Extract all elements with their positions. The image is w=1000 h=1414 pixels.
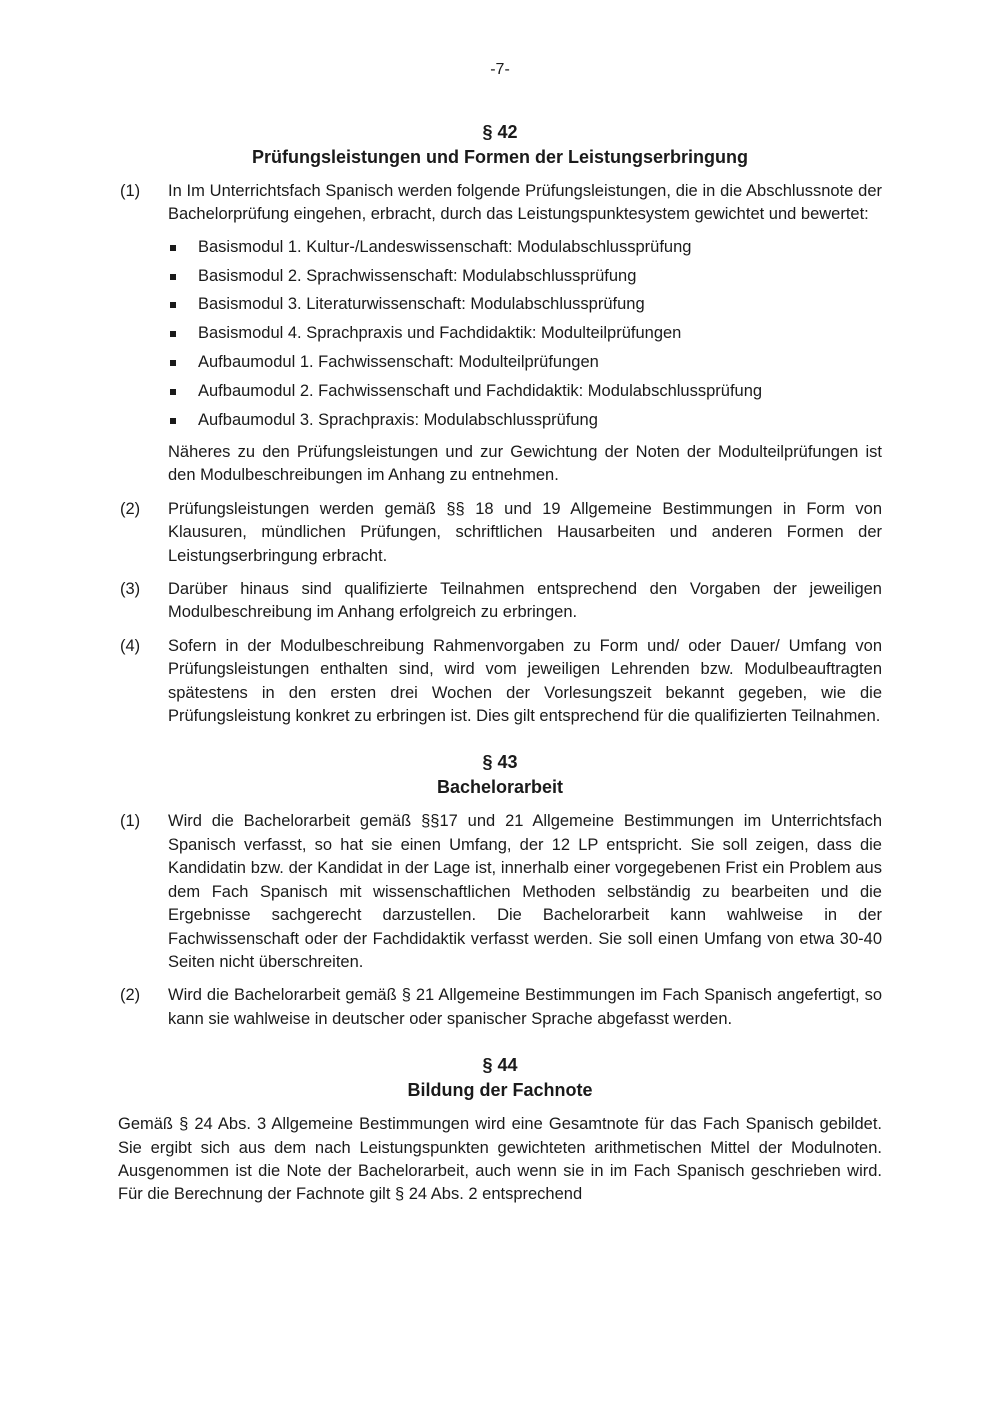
paragraph-43-2 <box>118 984 882 1031</box>
list-item-text: Aufbaumodul 2. Fachwissenschaft und Fachdidaktik: Modulabschlussprüfung <box>198 381 763 400</box>
page-number: -7- <box>490 61 510 78</box>
list-item-text: Basismodul 2. Sprachwissenschaft: Modulabschlussprüfung <box>198 266 637 285</box>
section-heading-42 <box>118 120 882 170</box>
paragraph-number: (4) <box>120 636 141 655</box>
paragraph-number: (2) <box>120 986 141 1005</box>
section-number: § 43 <box>482 752 518 773</box>
paragraph-text: Prüfungsleistungen werden gemäß §§ 18 und 19 Allgemeine Bestimmungen in Form von Klausuren, mündlichen Prüfungen, schriftlichen Hausarbeiten und anderen Formen der Leistungserbringung erbracht. <box>168 499 882 565</box>
paragraph-body <box>168 180 882 488</box>
paragraph-44: Gemäß § 24 Abs. 3 Allgemeine Bestimmungen wird eine Gesamtnote für das Fach Spanisch gebildet. Sie ergibt sich aus dem nach Leistungspunkten gewichteten arithmetischen Mittel der Modulnoten. Ausgenommen ist die Note der Bachelorarbeit, auch wenn sie in im Fach Spanisch geschrieben wird. Für die Berechnung der Fachnote gilt § 24 Abs. 2 entsprechend <box>118 1115 882 1204</box>
document-body <box>118 120 882 1207</box>
section-title: Bildung der Fachnote <box>407 1080 593 1101</box>
list-item-text: Basismodul 3. Literaturwissenschaft: Modulabschlussprüfung <box>198 295 645 314</box>
paragraph-42-4 <box>118 635 882 729</box>
paragraph-text: Wird die Bachelorarbeit gemäß § 21 Allgemeine Bestimmungen im Fach Spanisch angefertigt, so kann sie wahlweise in deutscher oder spanischer Sprache abgefasst werden. <box>168 986 882 1028</box>
square-bullet-icon <box>170 245 176 251</box>
paragraph-text: Sofern in der Modulbeschreibung Rahmenvorgaben zu Form und/ oder Dauer/ Umfang von Prüfungsleistungen enthalten sind, wird vom jeweiligen Lehrenden bzw. Modulbeauftragten spätestens in den ersten drei Wochen der Vorlesungszeit bekannt gegeben, wie die Prüfungsleistung konkret zu erbringen ist. Dies gilt entsprechend für die qualifizierten Teilnahmen. <box>168 636 882 726</box>
square-bullet-icon <box>170 302 176 308</box>
list-item-text: Basismodul 4. Sprachpraxis und Fachdidaktik: Modulteilprüfungen <box>198 324 682 343</box>
list-item <box>168 351 882 374</box>
section-number: § 42 <box>482 122 518 142</box>
paragraph-text: Darüber hinaus sind qualifizierte Teilnahmen entsprechend den Vorgaben der jeweiligen Modulbeschreibung im Anhang erfolgreich zu erbringen. <box>168 580 882 622</box>
paragraph-42-2 <box>118 498 882 568</box>
paragraph-text: In Im Unterrichtsfach Spanisch werden folgende Prüfungsleistungen, die in die Abschlussnote der Bachelorprüfung eingehen, erbracht, durch das Leistungspunktesystem gewichtet und bewertet: <box>168 182 882 224</box>
paragraph-43-1 <box>118 810 882 974</box>
list-item <box>168 380 882 403</box>
paragraph-number: (2) <box>120 499 141 518</box>
square-bullet-icon <box>170 389 176 395</box>
square-bullet-icon <box>170 360 176 366</box>
paragraph-note: Näheres zu den Prüfungsleistungen und zur Gewichtung der Noten der Modulteilprüfungen ist den Modulbeschreibungen im Anhang zu entnehmen. <box>168 443 882 485</box>
list-item <box>168 409 882 432</box>
list-item <box>168 322 882 345</box>
square-bullet-icon <box>170 274 176 280</box>
section-title: Prüfungsleistungen und Formen der Leistungserbringung <box>251 147 748 167</box>
paragraph-number: (1) <box>120 182 141 200</box>
section-number: § 44 <box>482 1055 518 1076</box>
paragraph-42-1 <box>118 180 882 488</box>
module-list <box>168 236 882 432</box>
section-heading-43 <box>118 750 882 800</box>
section-heading-44 <box>118 1053 882 1103</box>
square-bullet-icon <box>170 331 176 337</box>
paragraph-number: (3) <box>120 580 141 599</box>
section-title: Bachelorarbeit <box>436 777 564 798</box>
list-item <box>168 293 882 316</box>
list-item-text: Aufbaumodul 3. Sprachpraxis: Modulabschlussprüfung <box>198 410 598 429</box>
list-item <box>168 265 882 288</box>
paragraph-42-3 <box>118 578 882 625</box>
paragraph-text: Wird die Bachelorarbeit gemäß §§17 und 21 Allgemeine Bestimmungen im Unterrichtsfach Spanisch verfasst, so hat sie einen Umfang, der 12 LP entspricht. Sie soll zeigen, dass die Kandidatin bzw. der Kandidat in der Lage ist, innerhalb einer vorgegebenen Frist ein Problem aus dem Fach Spanisch mit wissenschaftlichen Methoden selbständig zu bearbeiten und die Ergebnisse sachgerecht darzustellen. Die Bachelorarbeit kann wahlweise in der Fachwissenschaft oder der Fachdidaktik verfasst werden. Sie soll einen Umfang von etwa 30-40 Seiten nicht überschreiten. <box>168 812 882 971</box>
paragraph-number: (1) <box>120 812 141 831</box>
square-bullet-icon <box>170 418 176 424</box>
list-item-text: Aufbaumodul 1. Fachwissenschaft: Modulteilprüfungen <box>198 353 599 371</box>
list-item <box>168 236 882 259</box>
list-item-text: Basismodul 1. Kultur-/Landeswissenschaft: Modulabschlussprüfung <box>198 237 692 256</box>
